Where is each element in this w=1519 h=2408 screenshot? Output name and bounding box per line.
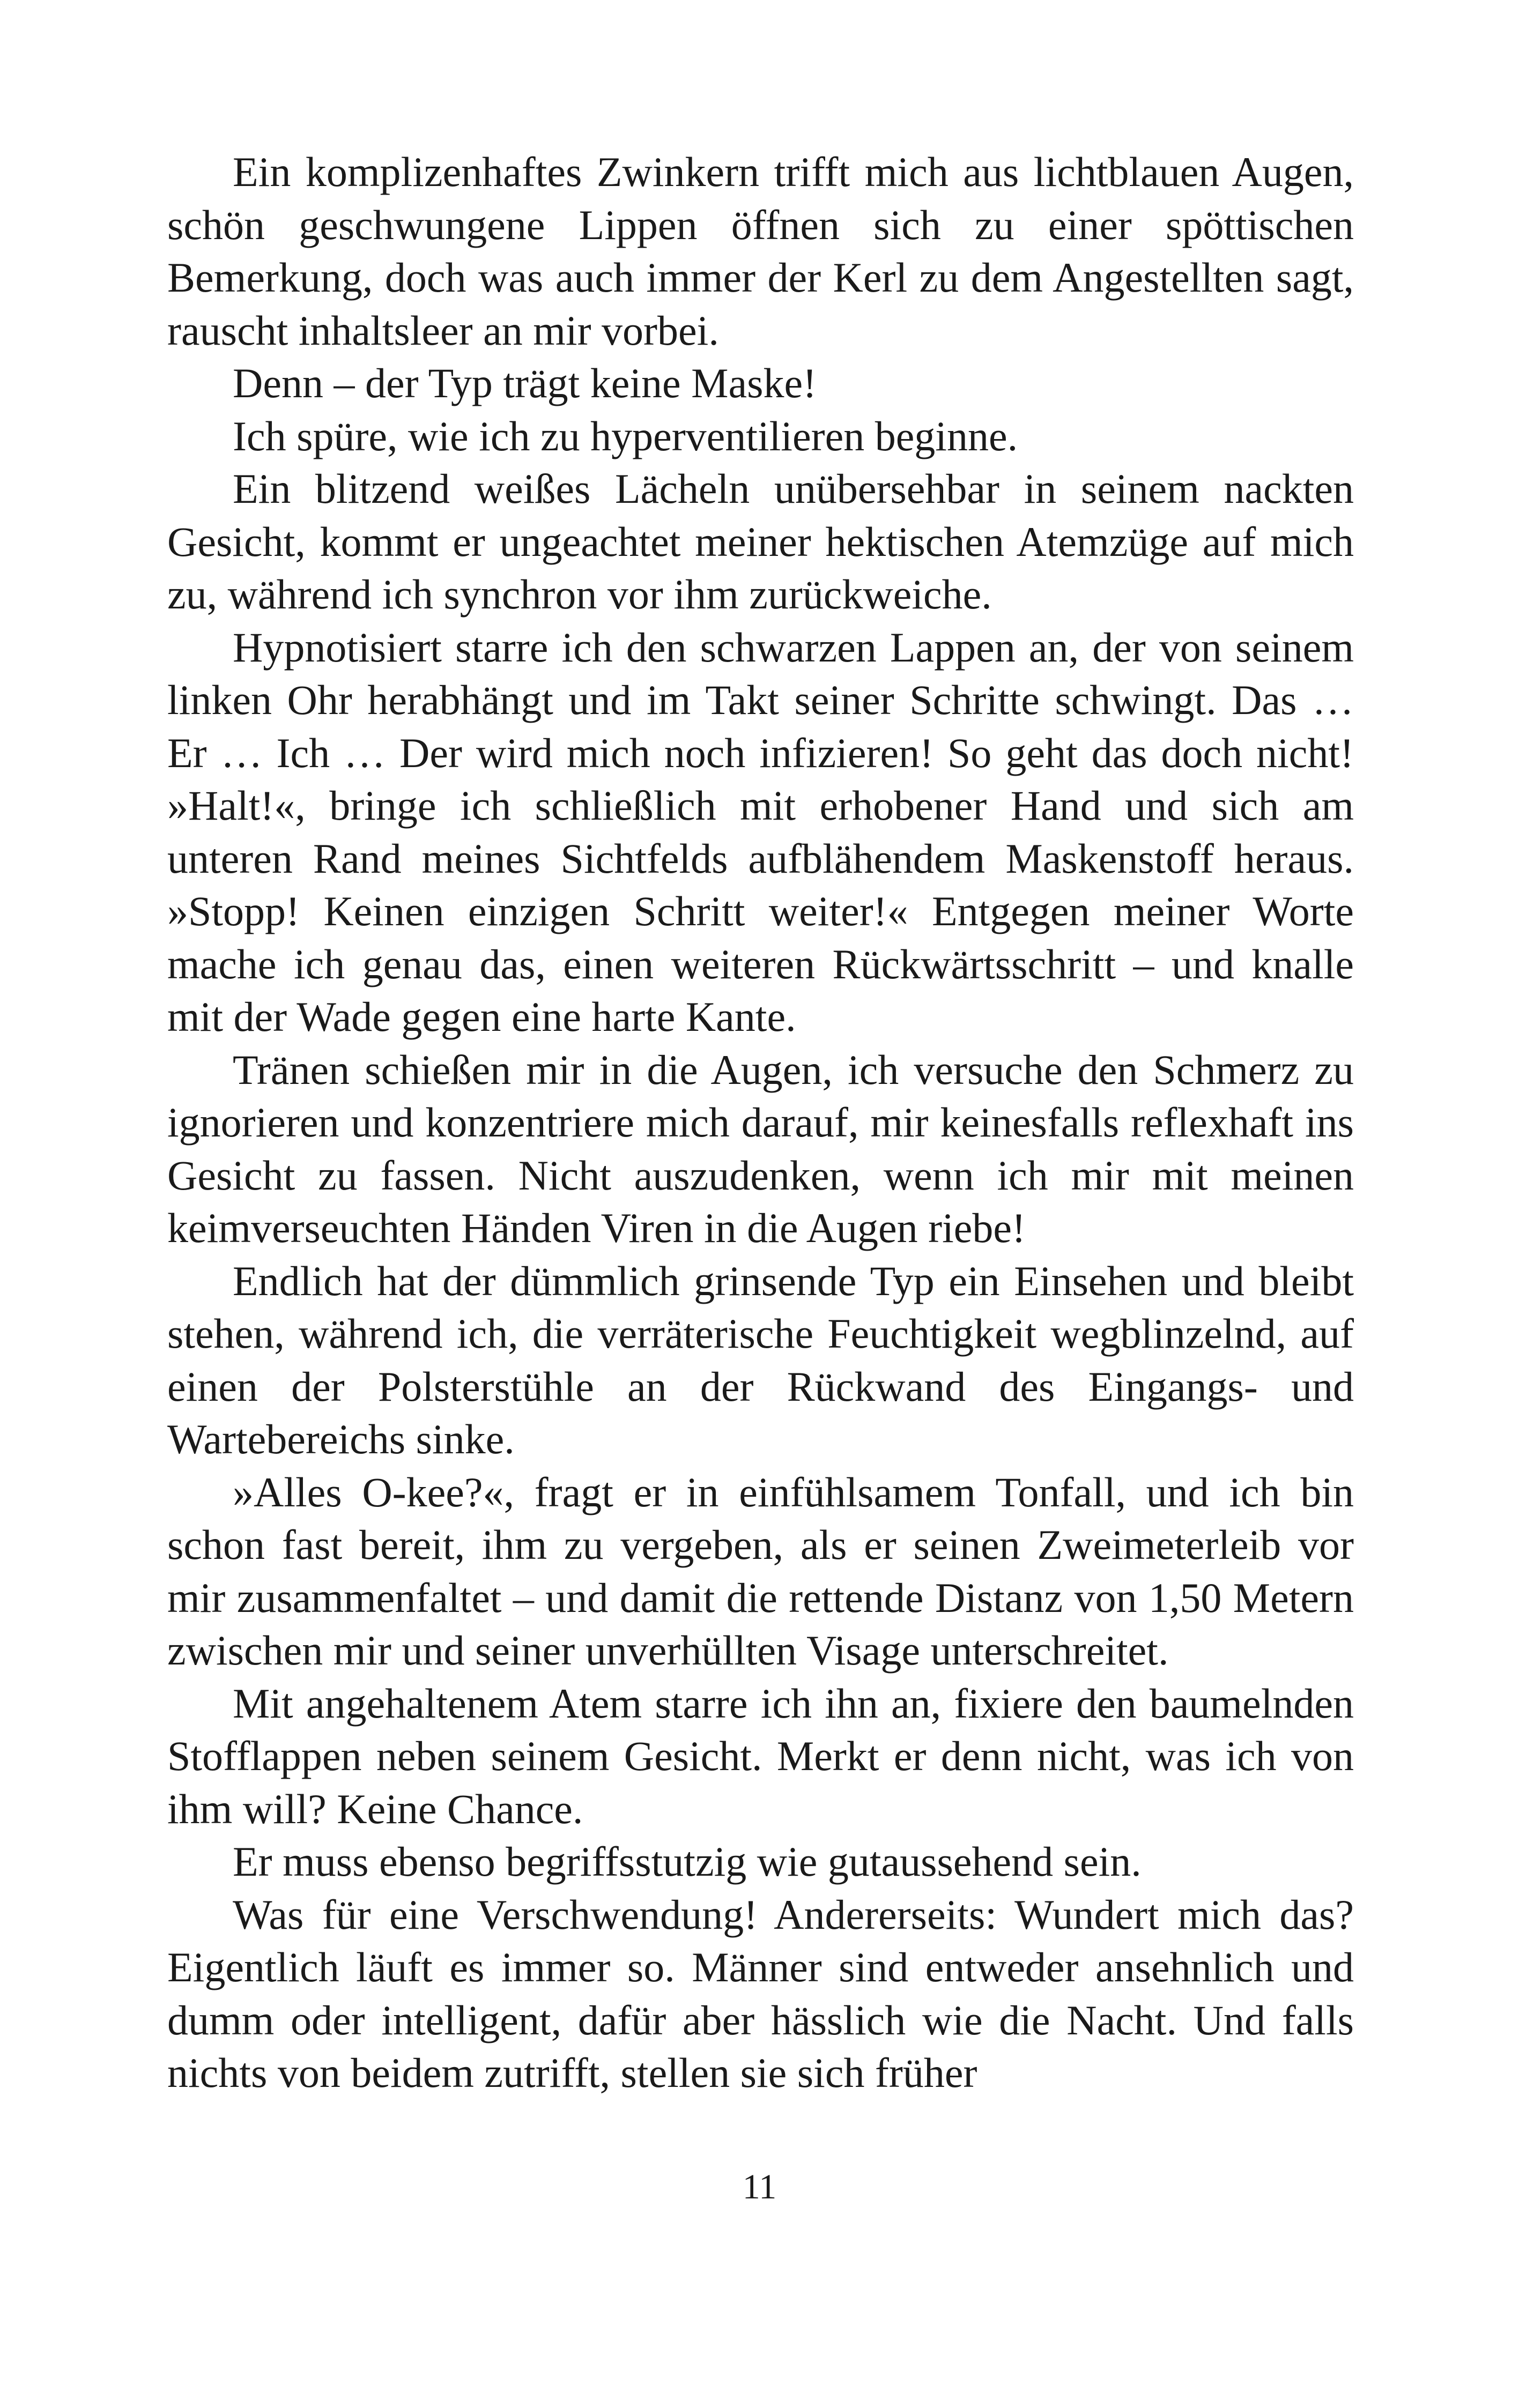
paragraph: »Alles O-kee?«, fragt er in einfühlsamem Tonfall, und ich bin schon fast bereit, ihm zu vergeben, als er seinen Zweimeterleib vor mir zusammenfaltet – und damit die rettende Distanz von 1,50 Metern zwischen mir und seiner unverhüllten Visage unterschreitet. [167, 1468, 1354, 1674]
paragraph: Mit angehaltenem Atem starre ich ihn an, fixiere den baumelnden Stofflappen neben seinem Gesicht. Merkt er denn nicht, was ich von ihm will? Keine Chance. [167, 1679, 1354, 1832]
paragraph: Ein blitzend weißes Lächeln unübersehbar in seinem nackten Gesicht, kommt er ungeachtet meiner hektischen Atemzüge auf mich zu, während ich synchron vor ihm zurückweiche. [167, 465, 1354, 618]
paragraph: Tränen schießen mir in die Augen, ich versuche den Schmerz zu ignorieren und konzentriere mich darauf, mir keinesfalls reflexhaft ins Gesicht zu fassen. Nicht auszudenken, wenn ich mir mit meinen keimverseuchten Händen Viren in die Augen riebe! [167, 1046, 1354, 1251]
paragraph: Er muss ebenso begriffsstutzig wie gutaussehend sein. [233, 1838, 1142, 1885]
paragraph: Ein komplizenhaftes Zwinkern trifft mich aus lichtblauen Augen, schön geschwungene Lippen öffnen sich zu einer spöttischen Bemerkung, doch was auch immer der Kerl zu dem Angestellten sagt, rauscht inhaltsleer an mir vorbei. [167, 148, 1354, 354]
paragraph: Denn – der Typ trägt keine Maske! [233, 360, 817, 406]
paragraph: Was für eine Verschwendung! Andererseits: Wundert mich das? Eigentlich läuft es immer so. Männer sind entweder ansehnlich und dumm oder intelligent, dafür aber hässlich wie die Nacht. Und falls nichts von beidem zutrifft, stellen sie sich früher [167, 1891, 1354, 2096]
body-text [167, 146, 1354, 2100]
paragraph: Hypnotisiert starre ich den schwarzen Lappen an, der von seinem linken Ohr herabhängt und im Takt seiner Schritte schwingt. Das … Er … Ich … Der wird mich noch infizieren! So geht das doch nicht! »Halt!«, bringe ich schließlich mit erhobener Hand und sich am unteren Rand meines Sichtfelds aufblähendem Maskenstoff heraus. »Stopp! Keinen einzigen Schritt weiter!« Entgegen meiner Worte mache ich genau das, einen weiteren Rückwärtsschritt – und knalle mit der Wade gegen eine harte Kante. [167, 623, 1354, 1040]
page-number: 11 [742, 2167, 777, 2206]
paragraph: Ich spüre, wie ich zu hyperventilieren beginne. [233, 412, 1018, 459]
paragraph: Endlich hat der dümmlich grinsende Typ ein Einsehen und bleibt stehen, während ich, die verräterische Feuchtigkeit wegblinzelnd, auf einen der Polsterstühle an der Rückwand des Eingangs- und Wartebereichs sinke. [167, 1257, 1354, 1462]
